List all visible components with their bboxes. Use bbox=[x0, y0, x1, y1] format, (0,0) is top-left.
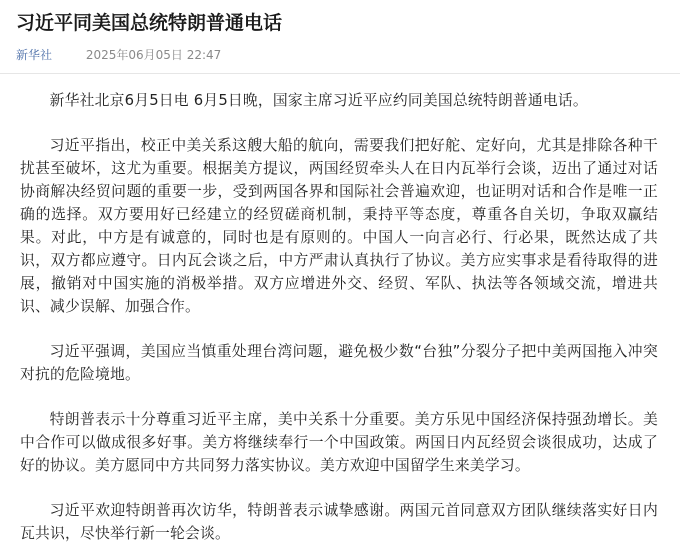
article-source-link[interactable]: 新华社 bbox=[16, 48, 53, 62]
article-paragraph: 习近平指出，校正中美关系这艘大船的航向，需要我们把好舵、定好向，尤其是排除各种干扰甚至破坏，这尤为重要。根据美方提议，两国经贸牵头人在日内瓦举行会谈，迈出了通过对话协商解决经贸问题的重要一步，受到两国各界和国际社会普遍欢迎，也证明对话和合作是唯一正确的选择。双方要用好已经建立的经贸磋商机制，秉持平等态度，尊重各自关切，争取双赢结果。对此，中方是有诚意的，同时也是有原则的。中国人一向言必行、行必果，既然达成了共识，双方都应遵守。日内瓦会谈之后，中方严肃认真执行了协议。美方应实事求是看待取得的进展，撤销对中国实施的消极举措。双方应增进外交、经贸、军队、执法等各领域交流，增进共识、减少误解、加强合作。 bbox=[20, 137, 658, 315]
article-paragraph: 习近平欢迎特朗普再次访华，特朗普表示诚挚感谢。两国元首同意双方团队继续落实好日内瓦共识，尽快举行新一轮会谈。 bbox=[20, 502, 658, 542]
header-divider bbox=[0, 73, 680, 74]
article-paragraph: 新华社北京6月5日电 6月5日晚，国家主席习近平应约同美国总统特朗普通电话。 bbox=[49, 92, 588, 109]
article-body bbox=[0, 89, 680, 545]
article-meta bbox=[16, 46, 680, 64]
article-paragraph: 习近平强调，美国应当慎重处理台湾问题，避免极少数“台独”分裂分子把中美两国拖入冲突对抗的危险境地。 bbox=[20, 343, 658, 383]
article-datetime: 2025年06月05日 22:47 bbox=[85, 48, 222, 62]
article-title: 习近平同美国总统特朗普通电话 bbox=[16, 12, 283, 34]
article-paragraph: 特朗普表示十分尊重习近平主席，美中关系十分重要。美方乐见中国经济保持强劲增长。美中合作可以做成很多好事。美方将继续奉行一个中国政策。两国日内瓦经贸会谈很成功，达成了好的协议。美方愿同中方共同努力落实协议。美方欢迎中国留学生来美学习。 bbox=[20, 411, 658, 474]
